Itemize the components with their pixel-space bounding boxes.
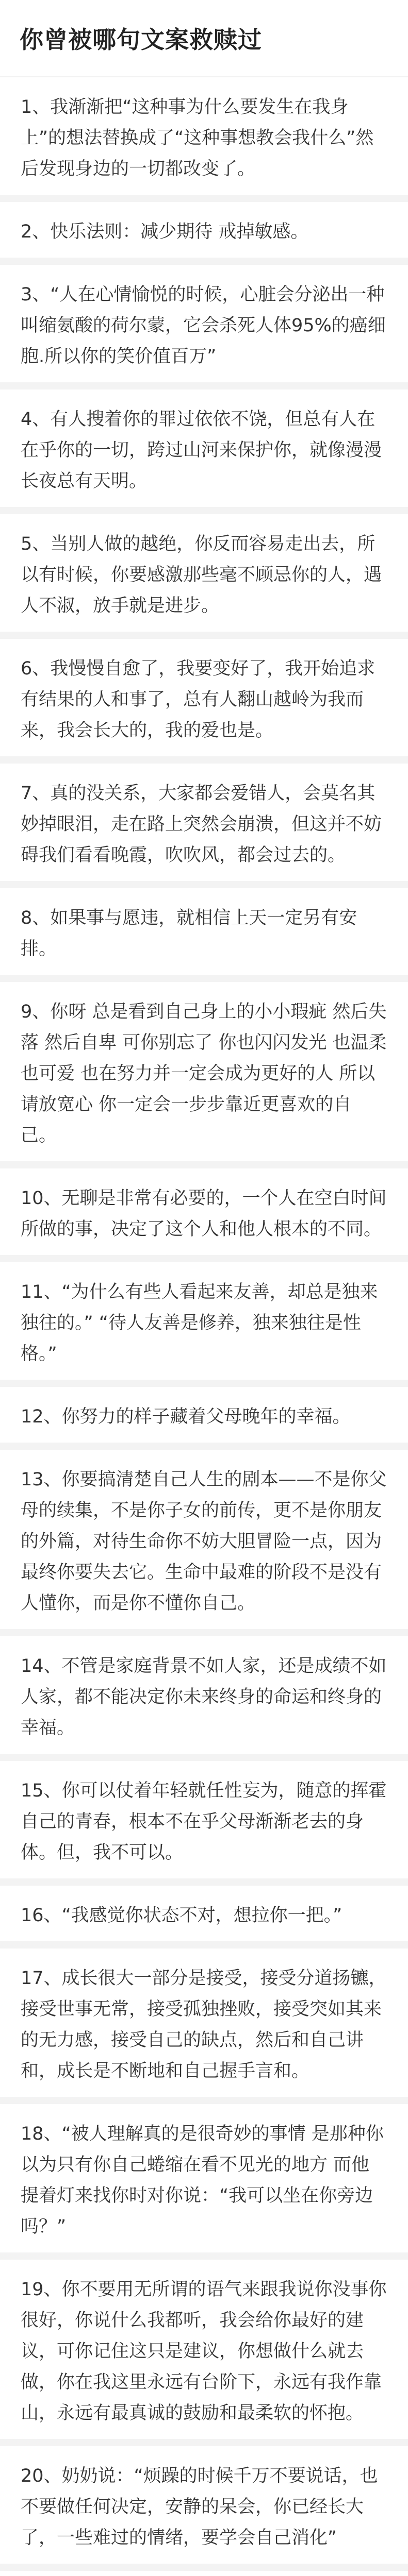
quote-text: 11、“为什么有些人看起来友善，却总是独来独往的。” “待人友善是修养，独来独往是性格。” <box>21 1282 378 1364</box>
quote-text: 7、真的没关系，大家都会爱错人，会莫名其妙掉眼泪，走在路上突然会崩溃，但这并不妨碍我们看看晚霞，吹吹风，都会过去的。 <box>21 783 382 866</box>
quote-text: 8、如果事与愿违，就相信上天一定另有安排。 <box>21 908 357 959</box>
quote-item <box>0 514 408 639</box>
quote-text: 19、你不要用无所谓的语气来跟我说你没事你很好，你说什么我都听，我会给你最好的建议，可你记住这只是建议，你想做什么就去做，你在我这里永远有台阶下，永远有我作靠山，永远有最真诚的鼓励和最柔软的怀抱。 <box>21 2279 387 2424</box>
quote-item <box>0 982 408 1168</box>
quote-item <box>0 265 408 389</box>
quote-text: 10、无聊是非常有必要的，一个人在空白时间所做的事，决定了这个人和他人根本的不同。 <box>21 1188 387 1240</box>
quote-item <box>0 202 408 265</box>
quote-text: 17、成长很大一部分是接受，接受分道扬镳，接受世事无常，接受孤独挫败，接受突如其来的无力感，接受自己的缺点，然后和自己讲和，成长是不断地和自己握手言和。 <box>21 1968 387 2081</box>
quote-item <box>0 1761 408 1886</box>
quote-item <box>0 1450 408 1636</box>
quote-list <box>0 77 408 2576</box>
quote-item <box>0 2260 408 2446</box>
quote-item <box>0 2571 408 2576</box>
quote-text: 16、“我感觉你状态不对，想拉你一把。” <box>21 1905 342 1926</box>
quote-text: 1、我渐渐把“这种事为什么要发生在我身上”的想法替换成了“这种事想教会我什么”然后发现身边的一切都改变了。 <box>21 97 374 179</box>
quote-item <box>0 77 408 202</box>
quote-item <box>0 1387 408 1450</box>
quote-text: 15、你可以仗着年轻就任性妄为，随意的挥霍自己的青春，根本不在乎父母渐渐老去的身体。但，我不可以。 <box>21 1781 387 1863</box>
quote-item <box>0 2446 408 2571</box>
quote-item <box>0 1636 408 1761</box>
quote-text: 20、奶奶说：“烦躁的时候千万不要说话，也不要做任何决定，安静的呆会，你已经长大了，一些难过的情绪，要学会自己消化” <box>21 2466 378 2548</box>
quote-text: 9、你呀 总是看到自己身上的小小瑕疵 然后失落 然后自卑 可你别忘了 你也闪闪发光 也温柔 也可爱 也在努力并一定会成为更好的人 所以请放宽心 你一定会一步步靠近更喜欢的自己。 <box>21 1002 387 1146</box>
quote-item <box>0 1168 408 1262</box>
quote-text: 3、“人在心情愉悦的时候，心脏会分泌出一种叫缩氨酸的荷尔蒙，它会杀死人体95%的癌细胞.所以你的笑价值百万” <box>21 284 386 367</box>
page-title: 你曾被哪句文案救赎过 <box>0 0 408 77</box>
quote-text: 14、不管是家庭背景不如人家，还是成绩不如人家，都不能决定你未来终身的命运和终身的幸福。 <box>21 1656 387 1738</box>
quote-item <box>0 2104 408 2260</box>
quote-item <box>0 639 408 764</box>
quote-text: 2、快乐法则：减少期待 戒掉敏感。 <box>21 222 309 242</box>
quote-item <box>0 1886 408 1948</box>
quote-text: 12、你努力的样子藏着父母晚年的幸福。 <box>21 1406 351 1427</box>
quote-item <box>0 1948 408 2104</box>
quote-item <box>0 764 408 888</box>
quote-text: 13、你要搞清楚自己人生的剧本——不是你父母的续集，不是你子女的前传，更不是你朋友的外篇，对待生命你不妨大胆冒险一点，因为最终你要失去它。生命中最难的阶段不是没有人懂你，而是你不懂你自己。 <box>21 1469 387 1614</box>
quote-text: 5、当别人做的越绝，你反而容易走出去，所以有时候，你要感激那些毫不顾忌你的人，遇人不淑，放手就是进步。 <box>21 534 382 616</box>
quote-text: 18、“被人理解真的是很奇妙的事情 是那种你以为只有你自己蜷缩在看不见光的地方 而他提着灯来找你时对你说：“我可以坐在你旁边吗？” <box>21 2124 384 2237</box>
quote-item <box>0 888 408 982</box>
quote-text: 6、我慢慢自愈了，我要变好了，我开始追求有结果的人和事了，总有人翻山越岭为我而来，我会长大的，我的爱也是。 <box>21 658 376 741</box>
quote-text: 4、有人搜着你的罪过依依不饶，但总有人在在乎你的一切，跨过山河来保护你，就像漫漫长夜总有天明。 <box>21 409 382 492</box>
quote-item <box>0 1262 408 1387</box>
quote-item <box>0 389 408 514</box>
